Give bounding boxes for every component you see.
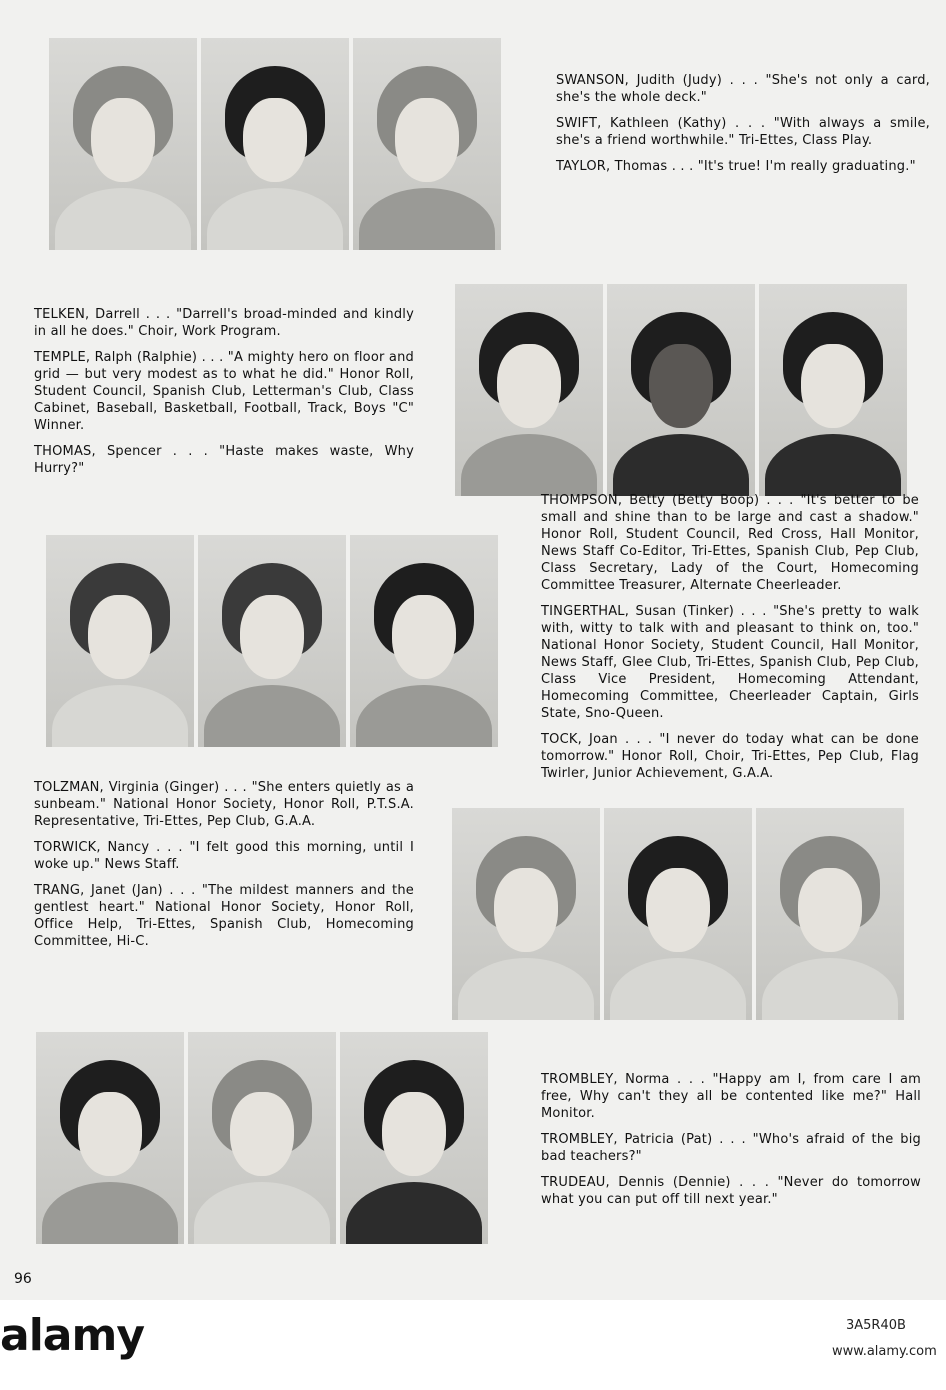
portrait-photo bbox=[46, 535, 194, 747]
student-entry: TOLZMAN, Virginia (Ginger) . . . "She enters quietly as a sunbeam." National Honor Society, Honor Roll, P.T.S.A. Representative, Tri-Ettes, Pep Club, G.A.A. bbox=[34, 780, 414, 829]
watermark-image-id: 3A5R40B bbox=[846, 1318, 906, 1333]
student-entry: THOMPSON, Betty (Betty Boop) . . . "It's better to be small and shine than to be large and cast a shadow." Honor Roll, Student Council, Red Cross, Hall Monitor, News Staff Co-Editor, Tri-Ettes, Spanish Club, Pep Club, Class Secretary, Lady of the Court, Homecoming Committee Treasurer, Alternate Cheerleader. bbox=[541, 493, 919, 593]
portrait-photo bbox=[452, 808, 600, 1020]
student-entry: TROMBLEY, Patricia (Pat) . . . "Who's afraid of the big bad teachers?" bbox=[541, 1132, 921, 1164]
portrait-photo bbox=[759, 284, 907, 496]
student-entry: TRUDEAU, Dennis (Dennie) . . . "Never do tomorrow what you can put off till next year." bbox=[541, 1175, 921, 1207]
student-entry: TELKEN, Darrell . . . "Darrell's broad-minded and kindly in all he does." Choir, Work Program. bbox=[34, 307, 414, 339]
watermark-logo: alamy bbox=[0, 1310, 144, 1361]
student-entry: SWIFT, Kathleen (Kathy) . . . "With always a smile, she's a friend worthwhile." Tri-Ettes, Class Play. bbox=[556, 116, 930, 148]
student-entry: TROMBLEY, Norma . . . "Happy am I, from care I am free, Why can't they all be contented like me?" Hall Monitor. bbox=[541, 1072, 921, 1121]
student-entry: TAYLOR, Thomas . . . "It's true! I'm really graduating." bbox=[556, 159, 916, 174]
portrait-photo bbox=[198, 535, 346, 747]
portrait-photo bbox=[340, 1032, 488, 1244]
portrait-photo bbox=[353, 38, 501, 250]
student-entry: TRANG, Janet (Jan) . . . "The mildest manners and the gentlest heart." National Honor Society, Honor Roll, Office Help, Tri-Ettes, Spanish Club, Homecoming Committee, Hi-C. bbox=[34, 883, 414, 949]
student-entry: SWANSON, Judith (Judy) . . . "She's not only a card, she's the whole deck." bbox=[556, 73, 930, 105]
student-entry: TEMPLE, Ralph (Ralphie) . . . "A mighty hero on floor and grid — but very modest as to what he did." Honor Roll, Student Council, Spanish Club, Letterman's Club, Class Cabinet, Baseball, Basketball, Football, Track, Boys "C" Winner. bbox=[34, 350, 414, 433]
portrait-row-4 bbox=[452, 808, 904, 1020]
entries-block-2 bbox=[34, 306, 414, 486]
portrait-row-5 bbox=[36, 1032, 488, 1244]
portrait-photo bbox=[350, 535, 498, 747]
student-entry: THOMAS, Spencer . . . "Haste makes waste, Why Hurry?" bbox=[34, 444, 414, 476]
student-entry: TINGERTHAL, Susan (Tinker) . . . "She's pretty to walk with, witty to talk with and pleasant to think on, too." National Honor Society, Student Council, Hall Monitor, News Staff, Glee Club, Tri-Ettes, Spanish Club, Pep Club, Class Vice President, Homecoming Attendant, Homecoming Committee, Cheerleader Captain, Girls State, Sno-Queen. bbox=[541, 604, 919, 721]
entries-block-4 bbox=[34, 779, 414, 959]
portrait-row-1 bbox=[49, 38, 501, 250]
portrait-photo bbox=[607, 284, 755, 496]
portrait-row-2 bbox=[455, 284, 907, 496]
student-entry: TOCK, Joan . . . "I never do today what can be done tomorrow." Honor Roll, Choir, Tri-Ettes, Pep Club, Flag Twirler, Junior Achievement, G.A.A. bbox=[541, 732, 919, 781]
portrait-photo bbox=[49, 38, 197, 250]
portrait-photo bbox=[201, 38, 349, 250]
student-entry: TORWICK, Nancy . . . "I felt good this morning, until I woke up." News Staff. bbox=[34, 840, 414, 872]
portrait-photo bbox=[455, 284, 603, 496]
portrait-photo bbox=[188, 1032, 336, 1244]
portrait-photo bbox=[756, 808, 904, 1020]
entries-block-1 bbox=[556, 72, 930, 184]
portrait-photo bbox=[604, 808, 752, 1020]
entries-block-5 bbox=[541, 1071, 921, 1217]
portrait-row-3 bbox=[46, 535, 498, 747]
page-number: 96 bbox=[14, 1271, 32, 1287]
entries-block-3 bbox=[541, 492, 919, 791]
portrait-photo bbox=[36, 1032, 184, 1244]
watermark-url: www.alamy.com bbox=[832, 1344, 937, 1359]
